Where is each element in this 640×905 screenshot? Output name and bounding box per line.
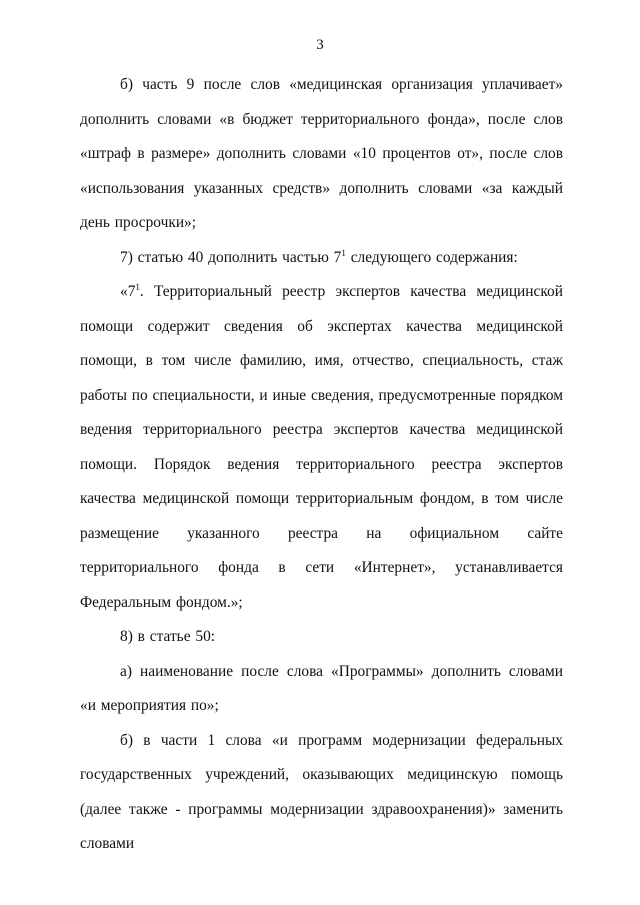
paragraph-expert-registry: [80, 275, 563, 620]
paragraph-title-amendment: а) наименование после слова «Программы» дополнить словами «и мероприятия по»;: [80, 662, 563, 714]
page-number: 3: [316, 37, 324, 53]
superscript-index: 1: [341, 247, 346, 258]
paragraph-article-40-amendment: [80, 241, 563, 276]
paragraph-article-50: 8) в статье 50:: [120, 628, 216, 645]
superscript-index: 1: [135, 282, 140, 292]
paragraph-text-before-superscript: 7) статью 40 дополнить частью 7: [120, 248, 342, 266]
paragraph-text-before-superscript: «7: [120, 283, 136, 300]
paragraph-text-after-superscript: . Территориальный реестр экспертов качества медицинской помощи содержит сведения об экспертах качества медицинской помощи, в том числе фамилию, имя, отчество, специальность, стаж работы по специальности, и иные сведения, предусмотренные порядком ведения территориального реестра экспертов качества медицинской помощи. Порядок ведения территориального реестра экспертов качества медицинской помощи территориальным фондом, в том числе размещение указанного реестра на официальном сайте территориального фонда в сети «Интернет», устанавливается Федеральным фондом.»;: [80, 283, 563, 611]
paragraph-part-1-amendment: б) в части 1 слова «и программ модернизации федеральных государственных учреждений, оказывающих медицинскую помощь (далее также - программы модернизации здравоохранения)» заменить словами: [80, 731, 563, 852]
paragraph-text-after-superscript: следующего содержания:: [345, 248, 518, 266]
document-body: [80, 68, 563, 862]
paragraph-part-9-amendment: б) часть 9 после слов «медицинская организация уплачивает» дополнить словами «в бюджет территориального фонда», после слов «штраф в размере» дополнить словами «10 процентов от», после слов «использования указанных средств» дополнить словами «за каждый день просрочки»;: [80, 76, 563, 231]
